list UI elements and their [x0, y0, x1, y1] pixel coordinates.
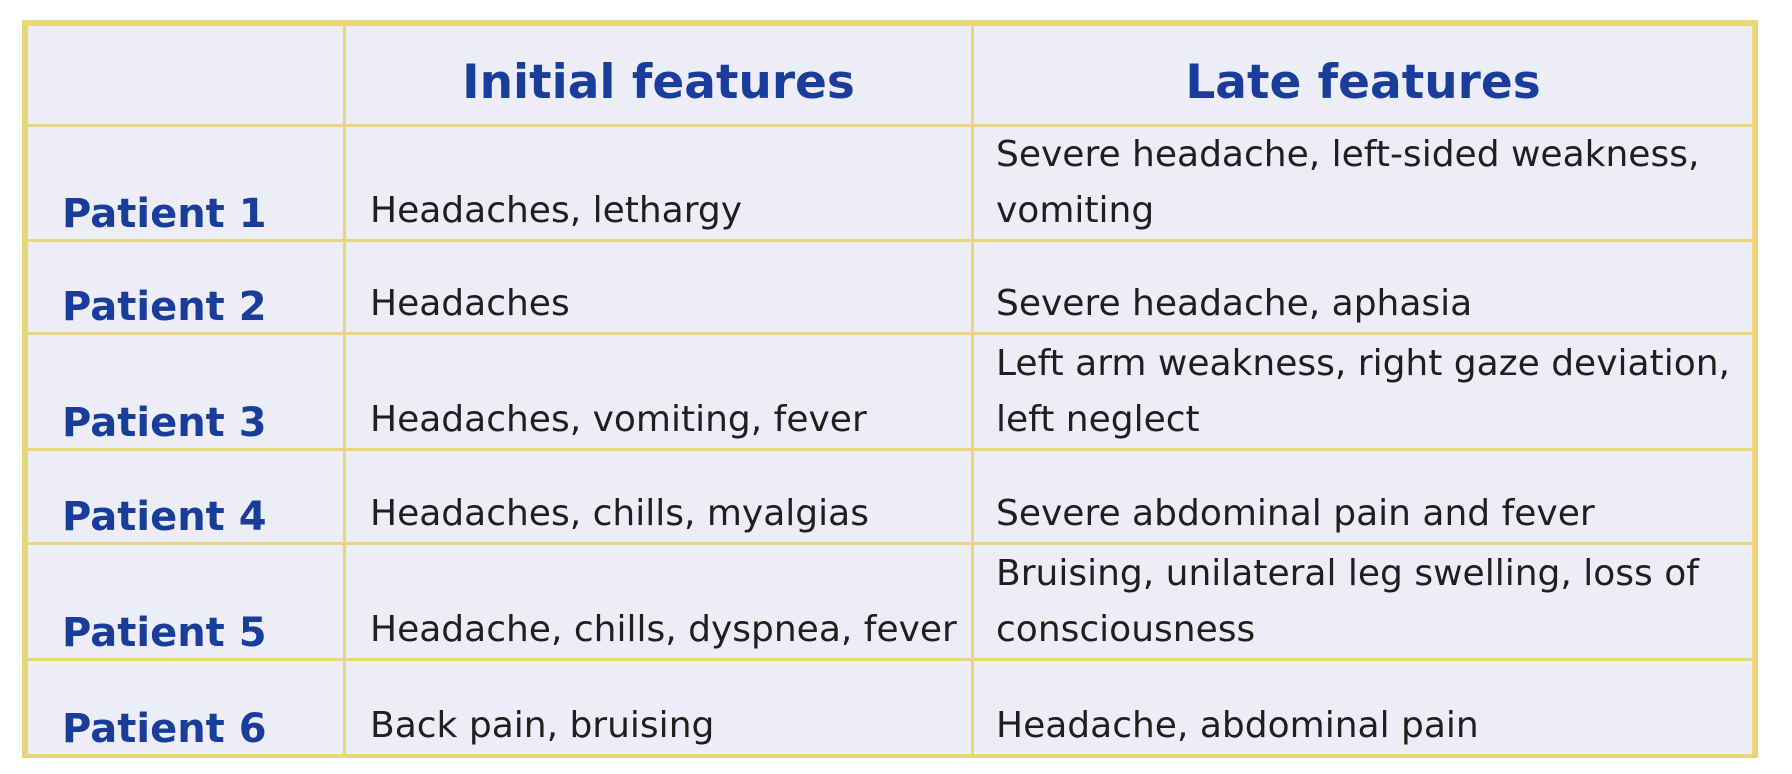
patient-label: Patient 3	[27, 334, 345, 450]
initial-features-cell: Headaches, lethargy	[345, 126, 973, 241]
late-features-cell: Left arm weakness, right gaze deviation, left neglect	[973, 334, 1754, 450]
table-row	[27, 241, 1754, 334]
patient-label: Patient 1	[27, 126, 345, 241]
features-table	[25, 23, 1755, 757]
table-row	[27, 660, 1754, 756]
initial-features-cell: Headaches	[345, 241, 973, 334]
late-features-cell: Severe abdominal pain and fever	[973, 450, 1754, 544]
late-features-cell: Headache, abdominal pain	[973, 660, 1754, 756]
header-empty-cell	[27, 25, 345, 126]
table-row	[27, 334, 1754, 450]
header-initial-features: Initial features	[345, 25, 973, 126]
initial-features-cell: Headache, chills, dyspnea, fever	[345, 544, 973, 660]
patient-label: Patient 2	[27, 241, 345, 334]
initial-features-cell: Headaches, vomiting, fever	[345, 334, 973, 450]
late-features-cell: Bruising, unilateral leg swelling, loss of consciousness	[973, 544, 1754, 660]
patient-label: Patient 5	[27, 544, 345, 660]
table-row	[27, 450, 1754, 544]
header-late-features: Late features	[973, 25, 1754, 126]
header-row	[27, 25, 1754, 126]
initial-features-cell: Back pain, bruising	[345, 660, 973, 756]
table-row	[27, 544, 1754, 660]
patient-label: Patient 6	[27, 660, 345, 756]
late-features-cell: Severe headache, aphasia	[973, 241, 1754, 334]
late-features-cell: Severe headache, left-sided weakness, vomiting	[973, 126, 1754, 241]
patient-label: Patient 4	[27, 450, 345, 544]
initial-features-cell: Headaches, chills, myalgias	[345, 450, 973, 544]
table-row	[27, 126, 1754, 241]
patient-features-table	[22, 20, 1758, 758]
